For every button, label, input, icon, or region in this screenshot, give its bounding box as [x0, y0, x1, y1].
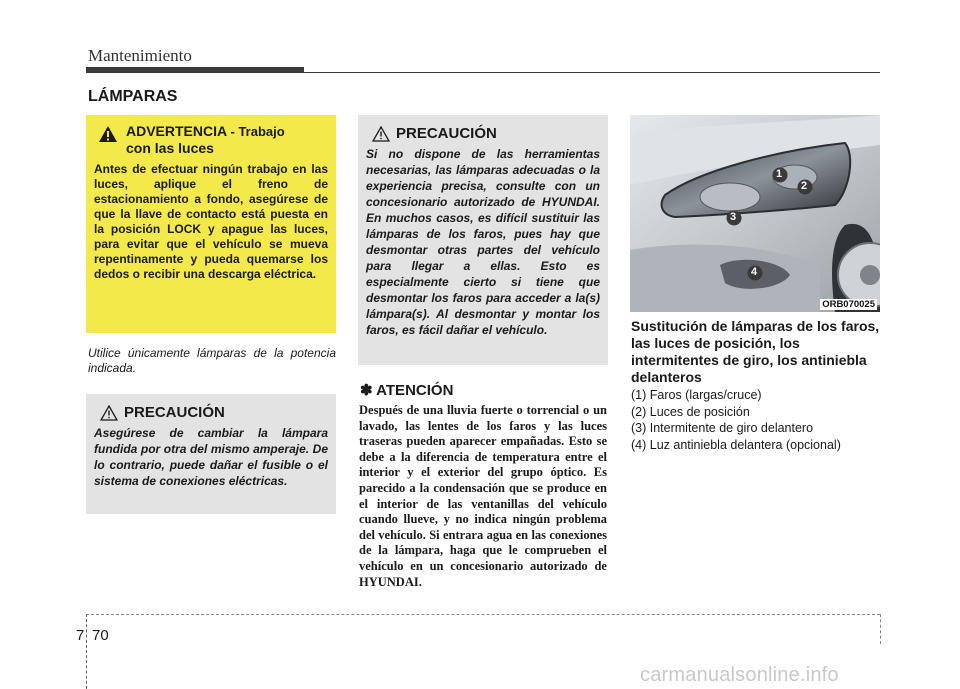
callout-3 [726, 210, 742, 231]
warning-subtitle-1: - Trabajo [230, 124, 285, 139]
caution-body: Si no dispone de las herramientas necesarias, las lámparas adecuadas o la experiencia precisa, consulte con un concesionario autorizado de HYUNDAI. En muchos casos, es difícil sustituir las lámparas de los faros, pues hay que desmontar otras partes del vehículo para llegar a ellas. Esto es especialmente cierto si tiene que desmontar los faros para acceder a la(s) lámpara(s). Al desmontar y montar los faros, es fácil dañar el vehículo. [366, 147, 600, 337]
caution-icon [372, 126, 390, 142]
list-item: (1) Faros (largas/cruce) [631, 388, 762, 402]
header-divider [304, 72, 880, 73]
attention-body: Después de una lluvia fuerte o torrencial o un lavado, las lentes de los faros y las luces traseras pueden aparecer empañadas. Esto se debe a la diferencia de temperatura entre el interior y el exterior del grupo óptico. Es parecido a la condensación que se produce en el interior de las ventanillas del vehículo cuando llueve, y no indica ningún problema del vehículo. Si entrara agua en las conexiones de la lámpara, haga que le comprueben el vehículo en un concesionario autorizado de HYUNDAI. [359, 403, 607, 589]
footer-divider [86, 614, 880, 616]
callout-label: 4 [751, 266, 758, 278]
list-item: (2) Luces de posición [631, 404, 750, 419]
attention-title: ✽ ATENCIÓN [360, 382, 454, 399]
list-item: (4) Luz antiniebla delantera (opcional) [631, 437, 841, 452]
callout-label: 1 [776, 168, 783, 180]
warning-subtitle-2: con las luces [126, 140, 214, 156]
footer-marker-left [86, 614, 88, 689]
caution-title: PRECAUCIÓN [396, 125, 497, 142]
lamp-list [631, 387, 841, 453]
callout-label: 2 [801, 180, 808, 192]
callout-4 [747, 265, 763, 286]
list-item: (3) Intermitente de giro delantero [631, 421, 814, 435]
warning-icon [98, 125, 118, 143]
section-title: LÁMPARAS [88, 88, 178, 105]
warning-title [126, 123, 285, 156]
header-title: Mantenimiento [88, 46, 192, 65]
warning-box [86, 115, 336, 333]
callout-label: 3 [730, 211, 737, 223]
caution-icon [100, 405, 118, 421]
headlamp-photo [630, 115, 880, 312]
page-number: 70 [92, 627, 109, 644]
power-note: Utilice únicamente lámparas de la potencia indicada. [88, 346, 336, 375]
warning-title-main: ADVERTENCIA [126, 123, 227, 139]
callout-1 [772, 167, 788, 188]
header-bar [86, 67, 304, 73]
watermark: carmanualsonline.info [640, 664, 839, 686]
photo-code: ORB070025 [822, 299, 875, 310]
callout-2 [797, 179, 813, 200]
chapter-number: 7 [76, 627, 85, 644]
caution-body: Asegúrese de cambiar la lámpara fundida por otra del mismo amperaje. De lo contrario, puede dañar el fusible o el sistema de conexiones eléctricas. [94, 426, 328, 488]
caution-title: PRECAUCIÓN [124, 404, 225, 421]
footer-marker-right [880, 614, 882, 644]
warning-body: Antes de efectuar ningún trabajo en las luces, aplique el freno de estacionamiento a fondo, asegúrese de que la llave de contacto está puesta en la posición LOCK y apague las luces, para evitar que el vehículo se mueva repentinamente y pueda quemarse los dedos o recibir una descarga eléctrica. [94, 162, 328, 281]
caution-box-tools [358, 115, 608, 365]
lamp-replacement-title: Sustitución de lámparas de los faros, las luces de posición, los intermitentes de giro, los antiniebla delanteros [631, 318, 880, 385]
caution-box-fuse [86, 394, 336, 514]
